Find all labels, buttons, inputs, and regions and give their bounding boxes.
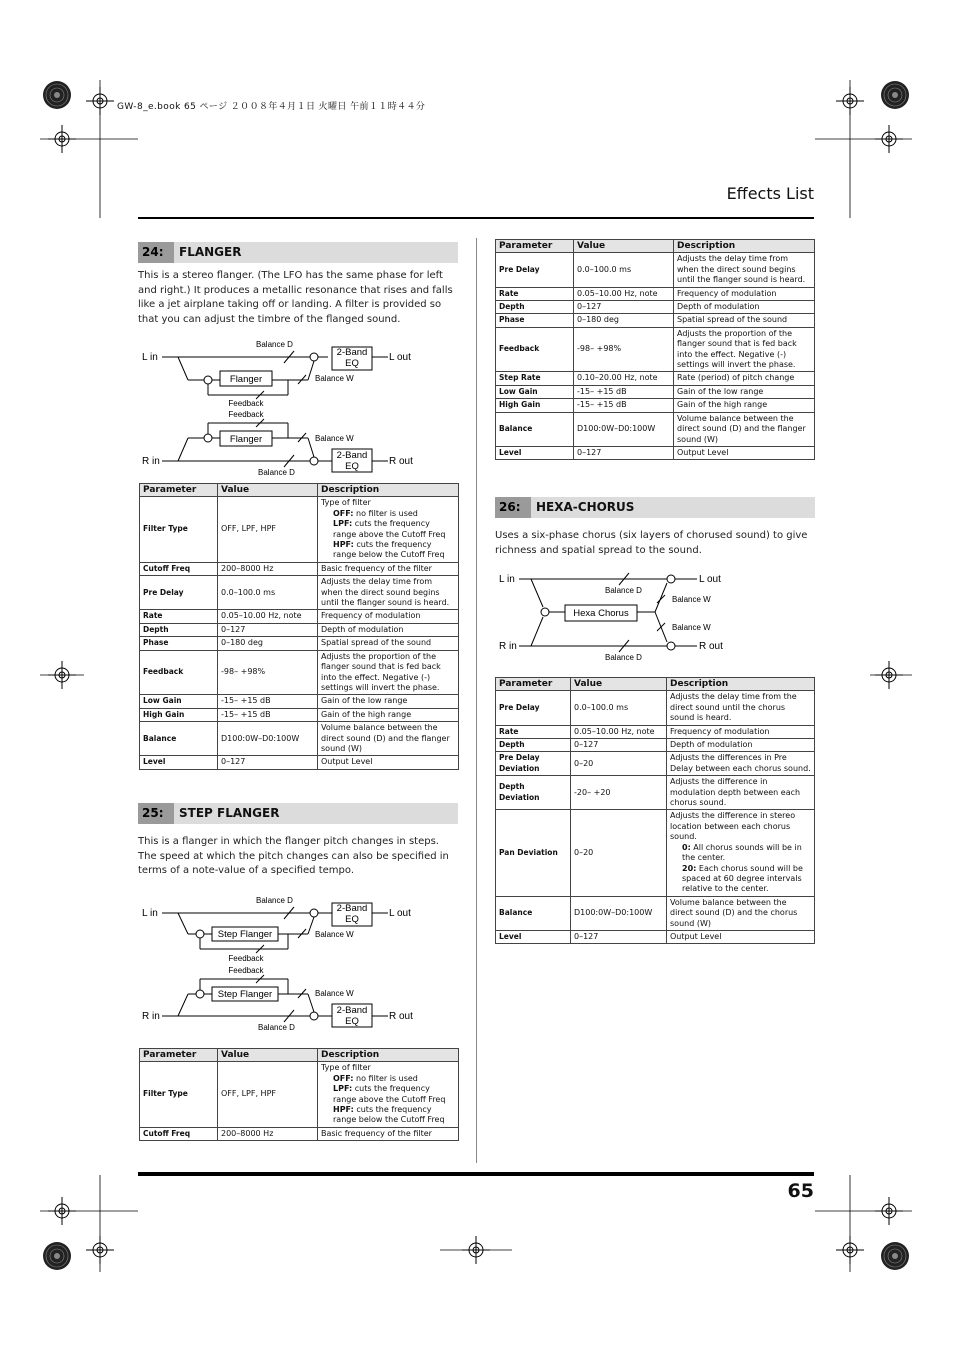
option-text: cuts the frequency range above the Cutoff Freq [333,1084,446,1104]
book-filename: GW-8_e.book 65 ページ ２００８年４月１日 火曜日 午前１１時４４分 [117,102,426,112]
value-cell: 0.05–10.00 Hz, note [218,610,318,623]
option-text: no filter is used [353,508,418,518]
value-cell: OFF, LPF, HPF [218,497,318,562]
col-header-description: Description [674,240,815,253]
table-row [496,399,815,412]
table-row [496,314,815,327]
description-cell: Spatial spread of the sound [674,314,815,327]
description-cell: Depth of modulation [674,301,815,314]
parameter-cell: Cutoff Freq [140,1127,218,1140]
description-cell: Frequency of modulation [674,287,815,300]
description-intro: Adjusts the difference in stereo location between each chorus sound. [670,811,796,842]
value-cell: 200–8000 Hz [218,562,318,575]
value-cell: 0.05–10.00 Hz, note [571,725,667,738]
table-row [140,650,459,695]
col-header-parameter: Parameter [140,484,218,497]
table-row [496,930,815,943]
flanger-block-diagram [138,335,468,480]
label-balance-w: Balance W [315,434,354,443]
label-effect: Step Flanger [217,929,273,940]
description-cell: Volume balance between the direct sound (D) and the flanger sound (W) [318,722,459,756]
value-cell: OFF, LPF, HPF [218,1062,318,1127]
table-row [496,301,815,314]
description-option [321,1084,455,1105]
description-cell: Adjusts the delay time from the direct sound until the chorus sound is heard. [667,691,815,725]
table-row [140,497,459,562]
option-text: cuts the frequency range above the Cutoff Freq [333,519,446,539]
section-header-step-flanger [138,803,458,824]
label-eq: EQ [345,358,359,369]
description-cell: Frequency of modulation [667,725,815,738]
parameter-cell: Feedback [140,650,218,695]
parameter-cell: High Gain [140,708,218,721]
value-cell: 0–20 [571,810,667,896]
page-header-title: Effects List [726,184,814,203]
parameter-cell: Filter Type [140,497,218,562]
value-cell: 0.0–100.0 ms [571,691,667,725]
value-cell: 0.0–100.0 ms [218,576,318,610]
label-feedback: Feedback [228,399,264,408]
value-cell: D100:0W–D0:100W [571,896,667,930]
value-cell: 0–180 deg [574,314,674,327]
label-balance-d: Balance D [258,468,295,477]
table-row [496,896,815,930]
description-intro: Type of filter [321,1063,371,1073]
step-flanger-parameter-table-continued [495,239,815,460]
description-cell: Output Level [318,756,459,769]
parameter-cell: Pre Delay [496,253,574,287]
label-l-out: L out [389,352,411,363]
description-cell: Depth of modulation [318,623,459,636]
table-row [496,287,815,300]
section-header-hexa-chorus [495,497,815,518]
table-row [496,810,815,896]
parameter-cell: Step Rate [496,372,574,385]
description-cell [318,497,459,562]
parameter-cell: Phase [496,314,574,327]
parameter-cell: Balance [496,412,574,446]
value-cell: 200–8000 Hz [218,1127,318,1140]
step-flanger-parameter-table [139,1048,459,1141]
label-eq: 2-Band [336,347,368,358]
label-eq: 2-Band [336,903,368,914]
section-number: 24: [138,242,174,263]
section-title: FLANGER [179,245,242,259]
description-cell: Adjusts the difference in modulation depth between each chorus sound. [667,776,815,810]
header-rule [138,217,814,219]
description-cell: Basic frequency of the filter [318,562,459,575]
value-cell: 0–20 [571,752,667,776]
label-r-in: R in [142,1011,160,1022]
value-cell: -15– +15 dB [574,385,674,398]
label-r-out: R out [699,641,723,652]
page-number: 65 [787,1180,814,1202]
option-text: cuts the frequency range below the Cutoff Freq [333,1105,445,1125]
table-row [140,695,459,708]
option-key: HPF: [333,540,354,550]
step-flanger-block-diagram [138,891,468,1036]
parameter-cell: Depth [140,623,218,636]
description-option [670,843,811,864]
value-cell: 0–127 [574,301,674,314]
table-row [140,610,459,623]
table-row [496,385,815,398]
description-cell: Adjusts the proportion of the flanger sound that is fed back into the effect. Negative (-) settings will invert the phase. [318,650,459,695]
table-row [140,756,459,769]
parameter-cell: Rate [496,725,571,738]
description-cell: Volume balance between the direct sound (D) and the chorus sound (W) [667,896,815,930]
description-cell: Depth of modulation [667,739,815,752]
label-r-in: R in [142,456,160,467]
col-header-description: Description [318,1049,459,1062]
table-row [140,576,459,610]
parameter-cell: Pre Delay Deviation [496,752,571,776]
value-cell: -20– +20 [571,776,667,810]
parameter-cell: Cutoff Freq [140,562,218,575]
section-header-flanger [138,242,458,263]
table-row [496,725,815,738]
value-cell: 0–127 [574,446,674,459]
col-header-parameter: Parameter [496,678,571,691]
table-row [496,412,815,446]
label-eq: EQ [345,914,359,925]
parameter-cell: Low Gain [496,385,574,398]
table-row [140,623,459,636]
table-row [140,722,459,756]
label-balance-w: Balance W [315,374,354,383]
value-cell: -15– +15 dB [574,399,674,412]
option-key: OFF: [333,1073,354,1083]
description-cell: Adjusts the delay time from when the direct sound begins until the flanger sound is heard. [318,576,459,610]
option-text: cuts the frequency range below the Cutoff Freq [333,540,445,560]
description-cell [318,1062,459,1127]
table-row [496,691,815,725]
description-cell: Adjusts the differences in Pre Delay between each chorus sound. [667,752,815,776]
parameter-cell: Pre Delay [496,691,571,725]
footer-rule [138,1172,814,1176]
description-intro: Type of filter [321,498,371,508]
value-cell: D100:0W–D0:100W [574,412,674,446]
value-cell: -15– +15 dB [218,708,318,721]
parameter-cell: Balance [496,896,571,930]
value-cell: -98– +98% [218,650,318,695]
description-cell: Basic frequency of the filter [318,1127,459,1140]
description-cell: Rate (period) of pitch change [674,372,815,385]
parameter-cell: Phase [140,637,218,650]
hexa-chorus-description: Uses a six-phase chorus (six layers of chorused sound) to give richness and spatial spread to the sound. [495,530,808,556]
table-row [496,253,815,287]
table-row [140,637,459,650]
description-option [321,1074,455,1084]
col-header-value: Value [574,240,674,253]
parameter-cell: Low Gain [140,695,218,708]
description-cell: Adjusts the proportion of the flanger sound that is fed back into the effect. Negative (-) settings will invert the phase. [674,327,815,372]
label-effect: Flanger [229,434,263,445]
col-header-description: Description [318,484,459,497]
label-eq: 2-Band [336,450,368,461]
parameter-cell: Rate [140,610,218,623]
option-key: LPF: [333,1084,353,1094]
value-cell: D100:0W–D0:100W [218,722,318,756]
step-flanger-description: This is a flanger in which the flanger pitch changes in steps. The speed at which the pitch changes can also be specified in terms of a note-value of a specified tempo. [138,836,449,877]
description-cell: Adjusts the delay time from when the direct sound begins until the flanger sound is heard. [674,253,815,287]
option-text: Each chorus sound will be spaced at 60 degree intervals relative to the center. [682,863,803,894]
section-number: 25: [138,803,174,824]
label-balance-d: Balance D [256,896,293,905]
label-balance-w: Balance W [315,930,354,939]
label-l-in: L in [142,908,158,919]
label-l-in: L in [142,352,158,363]
option-key: LPF: [333,519,353,529]
description-option [321,1105,455,1126]
table-row [496,752,815,776]
parameter-cell: High Gain [496,399,574,412]
label-feedback: Feedback [228,954,264,963]
col-header-parameter: Parameter [140,1049,218,1062]
table-row [140,1062,459,1127]
parameter-cell: Pan Deviation [496,810,571,896]
option-key: OFF: [333,508,354,518]
table-row [496,776,815,810]
label-effect: Flanger [229,374,263,385]
label-balance-w: Balance W [672,595,711,604]
table-row [496,446,815,459]
label-balance-w: Balance W [315,989,354,998]
label-feedback: Feedback [228,410,264,419]
parameter-cell: Rate [496,287,574,300]
col-header-value: Value [218,1049,318,1062]
label-r-in: R in [499,641,517,652]
description-cell: Gain of the high range [674,399,815,412]
label-balance-d: Balance D [256,340,293,349]
description-cell: Output Level [667,930,815,943]
option-text: All chorus sounds will be in the center. [682,842,802,863]
value-cell: 0.05–10.00 Hz, note [574,287,674,300]
table-row [140,1127,459,1140]
table-row [496,739,815,752]
parameter-cell: Feedback [496,327,574,372]
parameter-cell: Filter Type [140,1062,218,1127]
description-cell: Frequency of modulation [318,610,459,623]
label-l-out: L out [389,908,411,919]
option-key: HPF: [333,1105,354,1115]
parameter-cell: Level [496,446,574,459]
description-cell: Gain of the low range [318,695,459,708]
option-key: 20: [682,863,697,873]
value-cell: 0.0–100.0 ms [574,253,674,287]
description-cell: Spatial spread of the sound [318,637,459,650]
col-header-value: Value [218,484,318,497]
label-balance-w: Balance W [672,623,711,632]
description-cell: Volume balance between the direct sound (D) and the flanger sound (W) [674,412,815,446]
parameter-cell: Level [496,930,571,943]
label-eq: EQ [345,461,359,472]
col-header-description: Description [667,678,815,691]
value-cell: -15– +15 dB [218,695,318,708]
column-divider [476,238,477,1163]
label-effect: Hexa Chorus [573,608,629,619]
label-eq: 2-Band [336,1005,368,1016]
parameter-cell: Depth Deviation [496,776,571,810]
label-effect: Step Flanger [217,989,273,1000]
parameter-cell: Depth [496,739,571,752]
description-option [670,864,811,895]
description-option [321,509,455,519]
section-title: HEXA-CHORUS [536,500,635,514]
label-r-out: R out [389,456,413,467]
flanger-parameter-table [139,483,459,770]
parameter-cell: Balance [140,722,218,756]
flanger-description: This is a stereo flanger. (The LFO has the same phase for left and right.) It produces a metallic resonance that rises and falls like a jet airplane taking off or landing. A filter is provided so that you can adjust the timbre of the flanged sound. [138,270,453,325]
description-option [321,519,455,540]
value-cell: 0–127 [571,739,667,752]
description-option [321,540,455,561]
option-key: 0: [682,842,691,852]
label-balance-d: Balance D [258,1023,295,1032]
section-number: 26: [495,497,531,518]
value-cell: 0–127 [218,623,318,636]
description-cell: Output Level [674,446,815,459]
parameter-cell: Level [140,756,218,769]
hexa-chorus-parameter-table [495,677,815,944]
value-cell: 0–180 deg [218,637,318,650]
label-eq: EQ [345,1016,359,1027]
value-cell: -98– +98% [574,327,674,372]
table-row [140,562,459,575]
option-text: no filter is used [353,1073,418,1083]
parameter-cell: Pre Delay [140,576,218,610]
col-header-parameter: Parameter [496,240,574,253]
description-cell [667,810,815,896]
value-cell: 0–127 [218,756,318,769]
description-cell: Gain of the high range [318,708,459,721]
section-title: STEP FLANGER [179,806,280,820]
label-balance-d: Balance D [605,653,642,662]
label-feedback: Feedback [228,966,264,975]
label-l-out: L out [699,574,721,585]
label-r-out: R out [389,1011,413,1022]
description-cell: Gain of the low range [674,385,815,398]
table-row [140,708,459,721]
parameter-cell: Depth [496,301,574,314]
table-row [496,327,815,372]
table-row [496,372,815,385]
col-header-value: Value [571,678,667,691]
value-cell: 0.10–20.00 Hz, note [574,372,674,385]
value-cell: 0–127 [571,930,667,943]
hexa-chorus-block-diagram [495,567,815,667]
label-l-in: L in [499,574,515,585]
label-balance-d: Balance D [605,586,642,595]
